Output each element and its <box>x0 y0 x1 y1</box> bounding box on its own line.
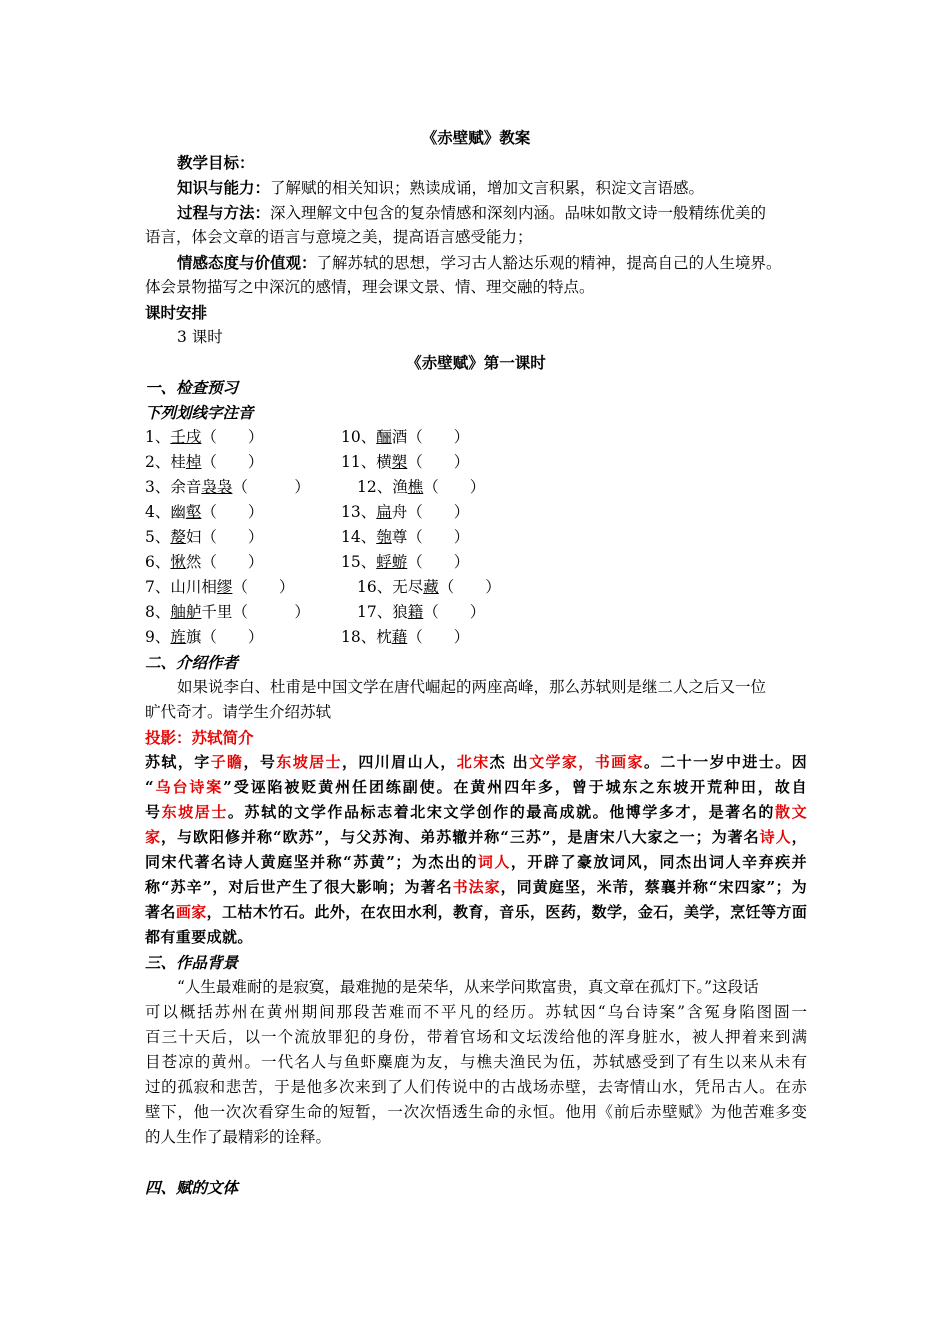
vocab-word: 蜉蝣 <box>376 553 408 571</box>
vocab-answer-blank: （ ） <box>201 503 264 521</box>
vocab-prefix: 桂 <box>170 453 186 471</box>
author-intro-1: 如果说李白、杜甫是中国文学在唐代崛起的两座高峰，那么苏轼则是继二人之后又一位 <box>177 678 767 696</box>
vocab-answer-blank: （ ） <box>232 603 310 621</box>
vocab-word: 樵 <box>407 478 424 496</box>
vocab-number: 12、 <box>357 478 393 496</box>
vocab-answer-blank: （ ） <box>407 453 470 471</box>
background-line: 百三十天后，以一个流放罪犯的身份，带着官场和文坛泼给他的浑身脏水，被人押着来到满 <box>145 1028 807 1046</box>
vocab-item <box>357 575 501 600</box>
vocab-answer-blank: （ ） <box>407 428 470 446</box>
vocab-word: 棹 <box>185 453 202 471</box>
vocab-item <box>341 550 469 575</box>
vocab-prefix: 山川相 <box>170 578 217 596</box>
vocab-answer-blank: （ ） <box>201 528 264 546</box>
author-intro-2: 旷代奇才。请学生介绍苏轼 <box>145 703 332 721</box>
vocab-number: 17、 <box>357 603 393 621</box>
vocab-number: 3、 <box>145 478 171 496</box>
bio-highlight: 诗人 <box>759 828 792 846</box>
bio-text: 同宋代著名诗人黄庭坚并称“苏黄”；为杰出的 <box>145 853 478 871</box>
process-text-2: 语言，体会文章的语言与意境之美，提高语言感受能力； <box>145 228 533 246</box>
projection-label: 投影：苏轼简介 <box>145 728 254 747</box>
vocab-suffix: 旗 <box>185 628 202 646</box>
schedule-heading: 课时安排 <box>145 303 208 322</box>
attitude-label: 情感态度与价值观： <box>177 253 317 272</box>
vocab-answer-blank: （ ） <box>407 528 470 546</box>
vocab-number: 7、 <box>145 578 171 596</box>
vocab-number: 2、 <box>145 453 171 471</box>
vocab-answer-blank: （ ） <box>423 478 486 496</box>
vocab-word: 旌 <box>170 628 186 646</box>
vocab-answer-blank: （ ） <box>407 628 470 646</box>
bio-text: “ <box>145 778 155 796</box>
bio-line <box>145 850 807 875</box>
bio-text: 著名 <box>145 903 176 921</box>
knowledge-label: 知识与能力： <box>177 178 271 197</box>
vocab-answer-blank: （ ） <box>201 428 264 446</box>
vocab-item <box>341 525 469 550</box>
vocab-item <box>341 450 469 475</box>
vocab-number: 5、 <box>145 528 171 546</box>
bio-highlight: 乌台诗案 <box>154 778 224 796</box>
vocab-word: 缪 <box>216 578 233 596</box>
vocab-item <box>145 475 310 500</box>
vocab-number: 9、 <box>145 628 171 646</box>
background-line: 目苍凉的黄州。一代名人与鱼虾麋鹿为友，与樵夫渔民为伍，苏轼感受到了有生以来从未有 <box>145 1053 807 1071</box>
section-1-subheading: 下列划线字注音 <box>145 403 254 422</box>
vocab-prefix: 横 <box>376 453 392 471</box>
bio-text: ， <box>791 828 807 846</box>
bio-highlight: 散文 <box>775 803 807 821</box>
process-text-1: 深入理解文中包含的复杂情感和深刻内涵。品味如散文诗一般精练优美的 <box>270 204 767 222</box>
bio-highlight: 东坡居士 <box>276 753 342 771</box>
vocab-answer-blank: （ ） <box>201 453 264 471</box>
vocab-item <box>145 625 263 650</box>
attitude-text-2: 体会景物描写之中深沉的感情，理会课文景、情、理交融的特点。 <box>145 278 595 296</box>
vocab-prefix: 狼 <box>392 603 408 621</box>
vocab-number: 1、 <box>145 428 171 446</box>
vocab-item <box>145 500 263 525</box>
bio-line <box>145 775 807 800</box>
bio-highlight: 子瞻 <box>210 753 244 771</box>
vocab-word: 酾 <box>376 428 392 446</box>
vocab-word: 壑 <box>185 503 202 521</box>
vocab-item <box>341 625 469 650</box>
bio-text: ，同黄庭坚，米芾，蔡襄并称“宋四家”；为 <box>500 878 808 896</box>
vocab-item <box>145 600 310 625</box>
background-line: 的人生作了最精彩的诠释。 <box>145 1128 332 1146</box>
background-line: 壁下，他一次次看穿生命的短暂，一次次悟透生命的永恒。他用《前后赤壁赋》为他苦难多变 <box>145 1103 807 1121</box>
vocab-word: 嫠 <box>170 528 186 546</box>
vocab-suffix: 尊 <box>391 528 408 546</box>
bio-text: 都有重要成就。 <box>145 928 253 946</box>
vocab-item <box>145 425 263 450</box>
vocab-suffix: 酒 <box>391 428 408 446</box>
bio-highlight: 画家 <box>175 903 207 921</box>
vocab-word: 扁 <box>376 503 392 521</box>
bio-text: 杰 出 <box>489 753 530 771</box>
vocab-word: 袅袅 <box>201 478 233 496</box>
vocab-number: 11、 <box>341 453 377 471</box>
bio-text: 号 <box>145 803 162 821</box>
doc-title: 《赤壁赋》教案 <box>421 128 531 147</box>
vocab-answer-blank: （ ） <box>232 478 310 496</box>
objective-knowledge <box>145 175 704 201</box>
process-label: 过程与方法： <box>177 203 271 222</box>
attitude-text-1: 了解苏轼的思想，学习古人豁达乐观的精神，提高自己的人生境界。 <box>316 254 782 272</box>
vocab-word: 愀 <box>170 553 186 571</box>
vocab-word: 籍 <box>407 603 424 621</box>
vocab-number: 15、 <box>341 553 377 571</box>
bio-line <box>145 925 253 950</box>
vocab-item <box>145 550 263 575</box>
bio-highlight: 东坡居士 <box>161 803 228 821</box>
bio-text: ，与欧阳修并称“欧苏”，与父苏洵、弟苏辙并称“三苏”，是唐宋八大家之一；为著名 <box>161 828 760 846</box>
bio-highlight: 书法家 <box>452 878 501 896</box>
vocab-number: 10、 <box>341 428 377 446</box>
bio-line <box>145 800 807 825</box>
vocab-number: 13、 <box>341 503 377 521</box>
bio-line <box>145 900 807 925</box>
vocab-item <box>357 600 485 625</box>
background-line: 可以概括苏州在黄州期间那段苦难而不平凡的经历。苏轼因“乌台诗案”含冤身陷图圄一 <box>145 1003 807 1021</box>
lesson-title: 《赤壁赋》第一课时 <box>406 353 546 372</box>
vocab-suffix: 然 <box>185 553 202 571</box>
vocab-word: 槊 <box>391 453 408 471</box>
bio-text: ”受诬陷被贬黄州任团练副使。在黄州四年多，曾于城东之东坡开荒种田，故自 <box>223 778 807 796</box>
vocab-number: 16、 <box>357 578 393 596</box>
objective-attitude <box>145 250 782 276</box>
vocab-word: 壬戌 <box>170 428 202 446</box>
bio-text: ，开辟了豪放词风，同杰出词人辛弃疾并 <box>510 853 807 871</box>
section-1-heading: 一、检查预习 <box>145 378 239 397</box>
bio-text: 称“苏辛”，对后世产生了很大影响；为著名 <box>145 878 453 896</box>
objectives-heading: 教学目标： <box>177 153 255 172</box>
bio-line <box>145 750 807 775</box>
vocab-number: 18、 <box>341 628 377 646</box>
schedule-value: 3 课时 <box>177 328 223 346</box>
vocab-answer-blank: （ ） <box>201 628 264 646</box>
vocab-answer-blank: （ ） <box>407 553 470 571</box>
vocab-number: 14、 <box>341 528 377 546</box>
section-2-heading: 二、介绍作者 <box>145 653 239 672</box>
bio-text: 。二十一岁中进士。因 <box>643 753 807 771</box>
vocab-item <box>357 475 485 500</box>
vocab-prefix: 无尽 <box>392 578 424 596</box>
vocab-item <box>341 500 469 525</box>
bio-line <box>145 875 807 900</box>
section-4-heading: 四、赋的文体 <box>145 1178 239 1197</box>
knowledge-text: 了解赋的相关知识；熟读成诵，增加文言积累，积淀文言语感。 <box>270 179 705 197</box>
objective-process <box>145 200 766 226</box>
bio-highlight: 词人 <box>477 853 511 871</box>
bio-highlight: 家 <box>145 828 162 846</box>
vocab-suffix: 千里 <box>201 603 233 621</box>
vocab-answer-blank: （ ） <box>438 578 501 596</box>
bio-text: 苏轼，字 <box>145 753 211 771</box>
vocab-prefix: 渔 <box>392 478 408 496</box>
bio-text: ，四川眉山人， <box>341 753 457 771</box>
vocab-word: 藏 <box>423 578 439 596</box>
vocab-answer-blank: （ ） <box>201 553 264 571</box>
vocab-answer-blank: （ ） <box>407 503 470 521</box>
bio-highlight: 文学家，书画家 <box>529 753 644 771</box>
vocab-word: 藉 <box>391 628 408 646</box>
background-line: “人生最难耐的是寂寞，最难抛的是荣华，从来学问欺富贵，真文章在孤灯下。”这段话 <box>177 978 759 996</box>
bio-line <box>145 825 807 850</box>
vocab-number: 6、 <box>145 553 171 571</box>
vocab-number: 4、 <box>145 503 171 521</box>
vocab-word: 舳舻 <box>170 603 202 621</box>
vocab-word: 匏 <box>376 528 392 546</box>
vocab-prefix: 幽 <box>170 503 186 521</box>
vocab-suffix: 妇 <box>185 528 202 546</box>
vocab-suffix: 舟 <box>391 503 408 521</box>
vocab-item <box>145 450 263 475</box>
vocab-prefix: 余音 <box>170 478 202 496</box>
vocab-item <box>145 575 294 600</box>
bio-text: 。苏轼的文学作品标志着北宋文学创作的最高成就。他博学多才，是著名的 <box>227 803 776 821</box>
section-3-heading: 三、作品背景 <box>145 953 239 972</box>
background-line: 过的孤寂和悲苦，于是他多次来到了人们传说中的古战场赤壁，去寄情山水，凭吊古人。在赤 <box>145 1078 807 1096</box>
vocab-answer-blank: （ ） <box>232 578 295 596</box>
vocab-item <box>145 525 263 550</box>
vocab-number: 8、 <box>145 603 171 621</box>
vocab-answer-blank: （ ） <box>423 603 486 621</box>
bio-highlight: 北宋 <box>456 753 490 771</box>
vocab-prefix: 枕 <box>376 628 392 646</box>
bio-text: ，号 <box>243 753 277 771</box>
vocab-item <box>341 425 469 450</box>
bio-text: ，工枯木竹石。此外，在农田水利，教育，音乐，医药，数学，金石，美学，烹饪等方面 <box>206 903 808 921</box>
